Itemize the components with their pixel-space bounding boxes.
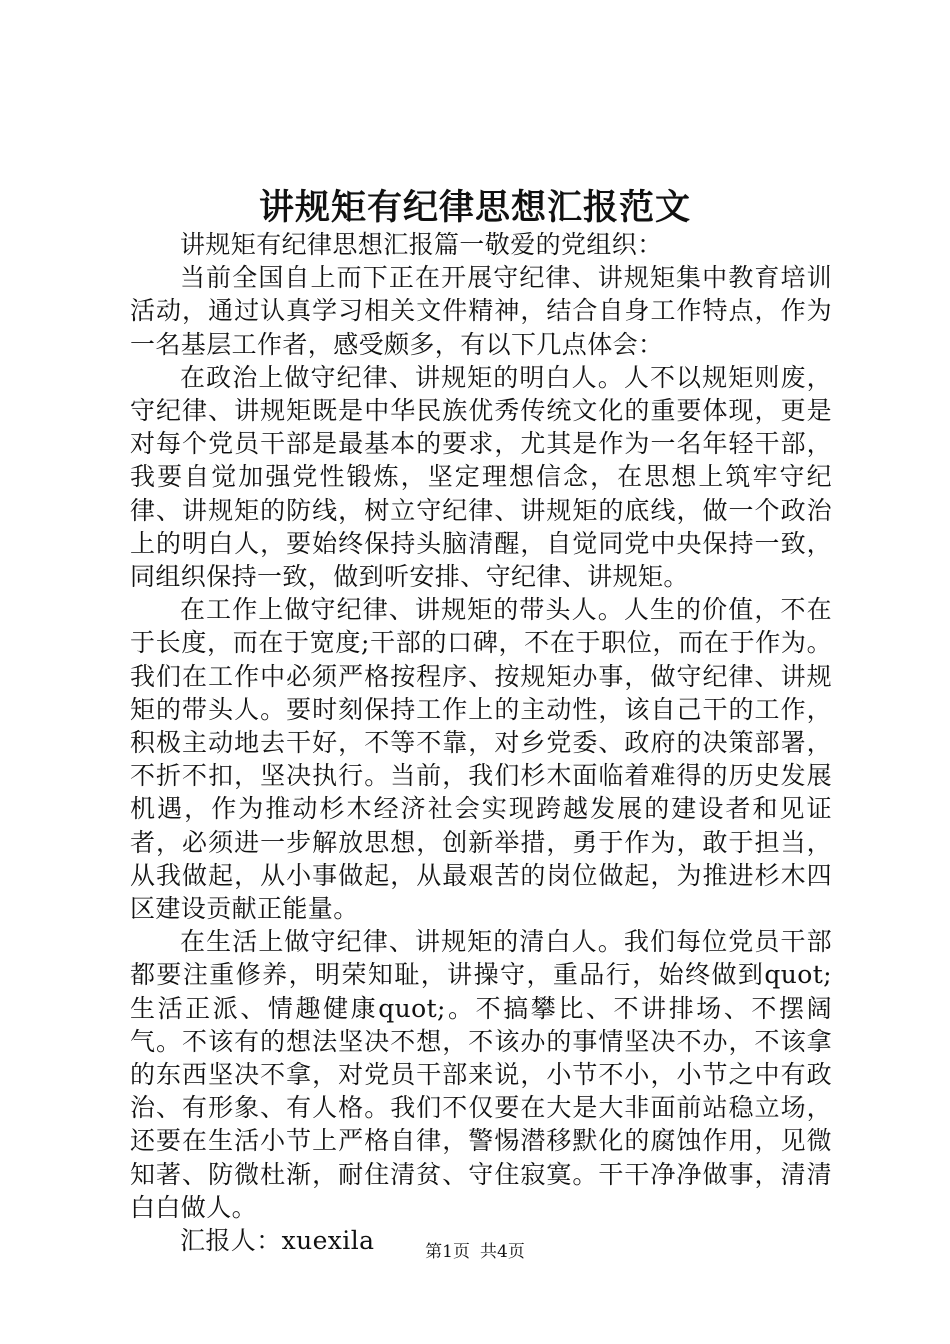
paragraph-intro: 当前全国自上而下正在开展守纪律、讲规矩集中教育培训活动，通过认真学习相关文件精神，结合自身工作特点，作为一名基层工作者，感受颇多，有以下几点体会： xyxy=(130,263,832,359)
page-number-current: 第1页 xyxy=(425,1242,470,1262)
paragraph-salutation: 讲规矩有纪律思想汇报篇一敬爱的党组织： xyxy=(180,230,663,259)
paragraph-life: 在生活上做守纪律、讲规矩的清白人。我们每位党员干部都要注重修养，明荣知耻，讲操守，重品行，始终做到quot;生活正派、情趣健康quot;。不搞攀比、不讲排场、不摆阔气。不该有的想法坚决不想，不该办的事情坚决不办，不该拿的东西坚决不拿，对党员干部来说，小节不小，小节之中有政治、有形象、有人格。我们不仅要在大是大非面前站稳立场，还要在生活小节上严格自律，警惕潜移默化的腐蚀作用，见微知著、防微杜渐，耐住清贫、守住寂寞。干干净净做事，清清白白做人。 xyxy=(130,927,832,1222)
paragraph-work: 在工作上做守纪律、讲规矩的带头人。人生的价值，不在于长度，而在于宽度;干部的口碑，不在于职位，而在于作为。我们在工作中必须严格按程序、按规矩办事，做守纪律、讲规矩的带头人。要时刻保持工作上的主动性，该自己干的工作，积极主动地去干好，不等不靠，对乡党委、政府的决策部署，不折不扣，坚决执行。当前，我们杉木面临着难得的历史发展机遇，作为推动杉木经济社会实现跨越发展的建设者和见证者，必须进一步解放思想，创新举措，勇于作为，敢于担当，从我做起，从小事做起，从最艰苦的岗位做起，为推进杉木四区建设贡献正能量。 xyxy=(130,595,832,924)
page-footer xyxy=(0,1240,950,1264)
signature: 汇报人：xuexila xyxy=(180,1226,375,1256)
paragraph-politics: 在政治上做守纪律、讲规矩的明白人。人不以规矩则废，守纪律、讲规矩既是中华民族优秀传统文化的重要体现，更是对每个党员干部是最基本的要求，尤其是作为一名年轻干部，我要自觉加强党性锻炼，坚定理想信念，在思想上筑牢守纪律、讲规矩的防线，树立守纪律、讲规矩的底线，做一个政治上的明白人，要始终保持头脑清醒，自觉同党中央保持一致，同组织保持一致，做到听安排、守纪律、讲规矩。 xyxy=(130,362,832,592)
document-title: 讲规矩有纪律思想汇报范文 xyxy=(258,187,691,228)
document-body xyxy=(130,228,832,1257)
page-number-total: 共4页 xyxy=(480,1242,525,1262)
